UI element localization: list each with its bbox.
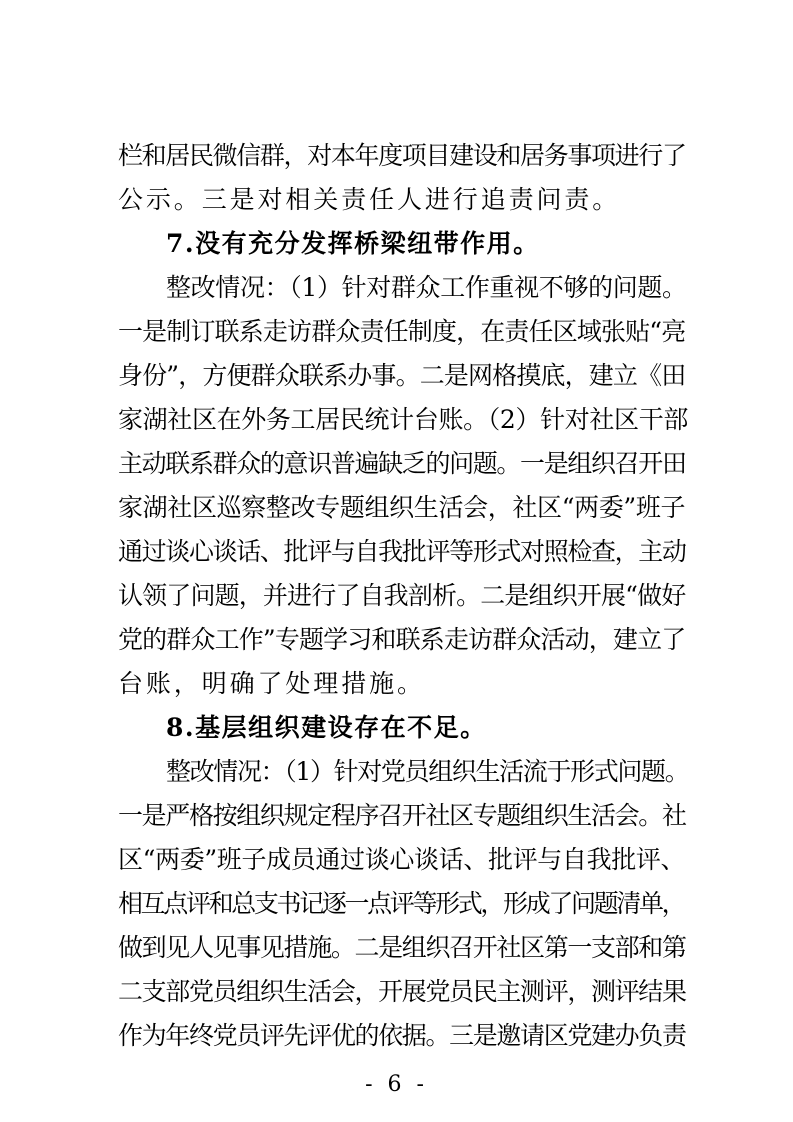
body-text-line: 一是严格按组织规定程序召开社区专题组织生活会。社 <box>118 801 686 830</box>
body-text-line: 通过谈心谈话、批评与自我批评等形式对照检查，主动 <box>118 537 686 566</box>
body-text-line: 栏和居民微信群，对本年度项目建设和居务事项进行了 <box>118 141 686 170</box>
body-text-line: 二支部党员组织生活会，开展党员民主测评，测评结果 <box>118 977 686 1006</box>
body-text-line: 相互点评和总支书记逐一点评等形式，形成了问题清单， <box>118 889 685 918</box>
section-heading-8: 8.基层组织建设存在不足。 <box>166 713 487 742</box>
body-text-line: 党的群众工作”专题学习和联系走访群众活动，建立了 <box>118 625 686 654</box>
body-text-line: 作为年终党员评先评优的依据。三是邀请区党建办负责 <box>118 1021 686 1050</box>
body-text-line: 家湖社区在外务工居民统计台账。（2）针对社区干部 <box>118 405 689 434</box>
body-text-line: 主动联系群众的意识普遍缺乏的问题。一是组织召开田 <box>118 449 686 478</box>
section-heading-7: 7.没有充分发挥桥梁纽带作用。 <box>166 229 540 258</box>
body-text-line: 认领了问题，并进行了自我剖析。二是组织开展“做好 <box>118 581 686 610</box>
body-text-line: 区“两委”班子成员通过谈心谈话、批评与自我批评、 <box>118 845 686 874</box>
body-text-line: 做到见人见事见措施。二是组织召开社区第一支部和第 <box>118 933 686 962</box>
body-text-line: 台账，明确了处理措施。 <box>118 669 425 698</box>
body-text-line: 整改情况：（1）针对群众工作重视不够的问题。 <box>166 273 687 302</box>
body-text-line: 一是制订联系走访群众责任制度，在责任区域张贴“亮 <box>118 317 686 346</box>
body-text-line: 公示。三是对相关责任人进行追责问责。 <box>118 185 621 214</box>
page-number: - 6 - <box>365 1072 428 1097</box>
body-text-line: 家湖社区巡察整改专题组织生活会，社区“两委”班子 <box>118 493 686 522</box>
body-text-line: 整改情况：（1）针对党员组织生活流于形式问题。 <box>166 757 689 786</box>
body-text-line: 身份”，方便群众联系办事。二是网格摸底，建立《田 <box>118 361 686 390</box>
